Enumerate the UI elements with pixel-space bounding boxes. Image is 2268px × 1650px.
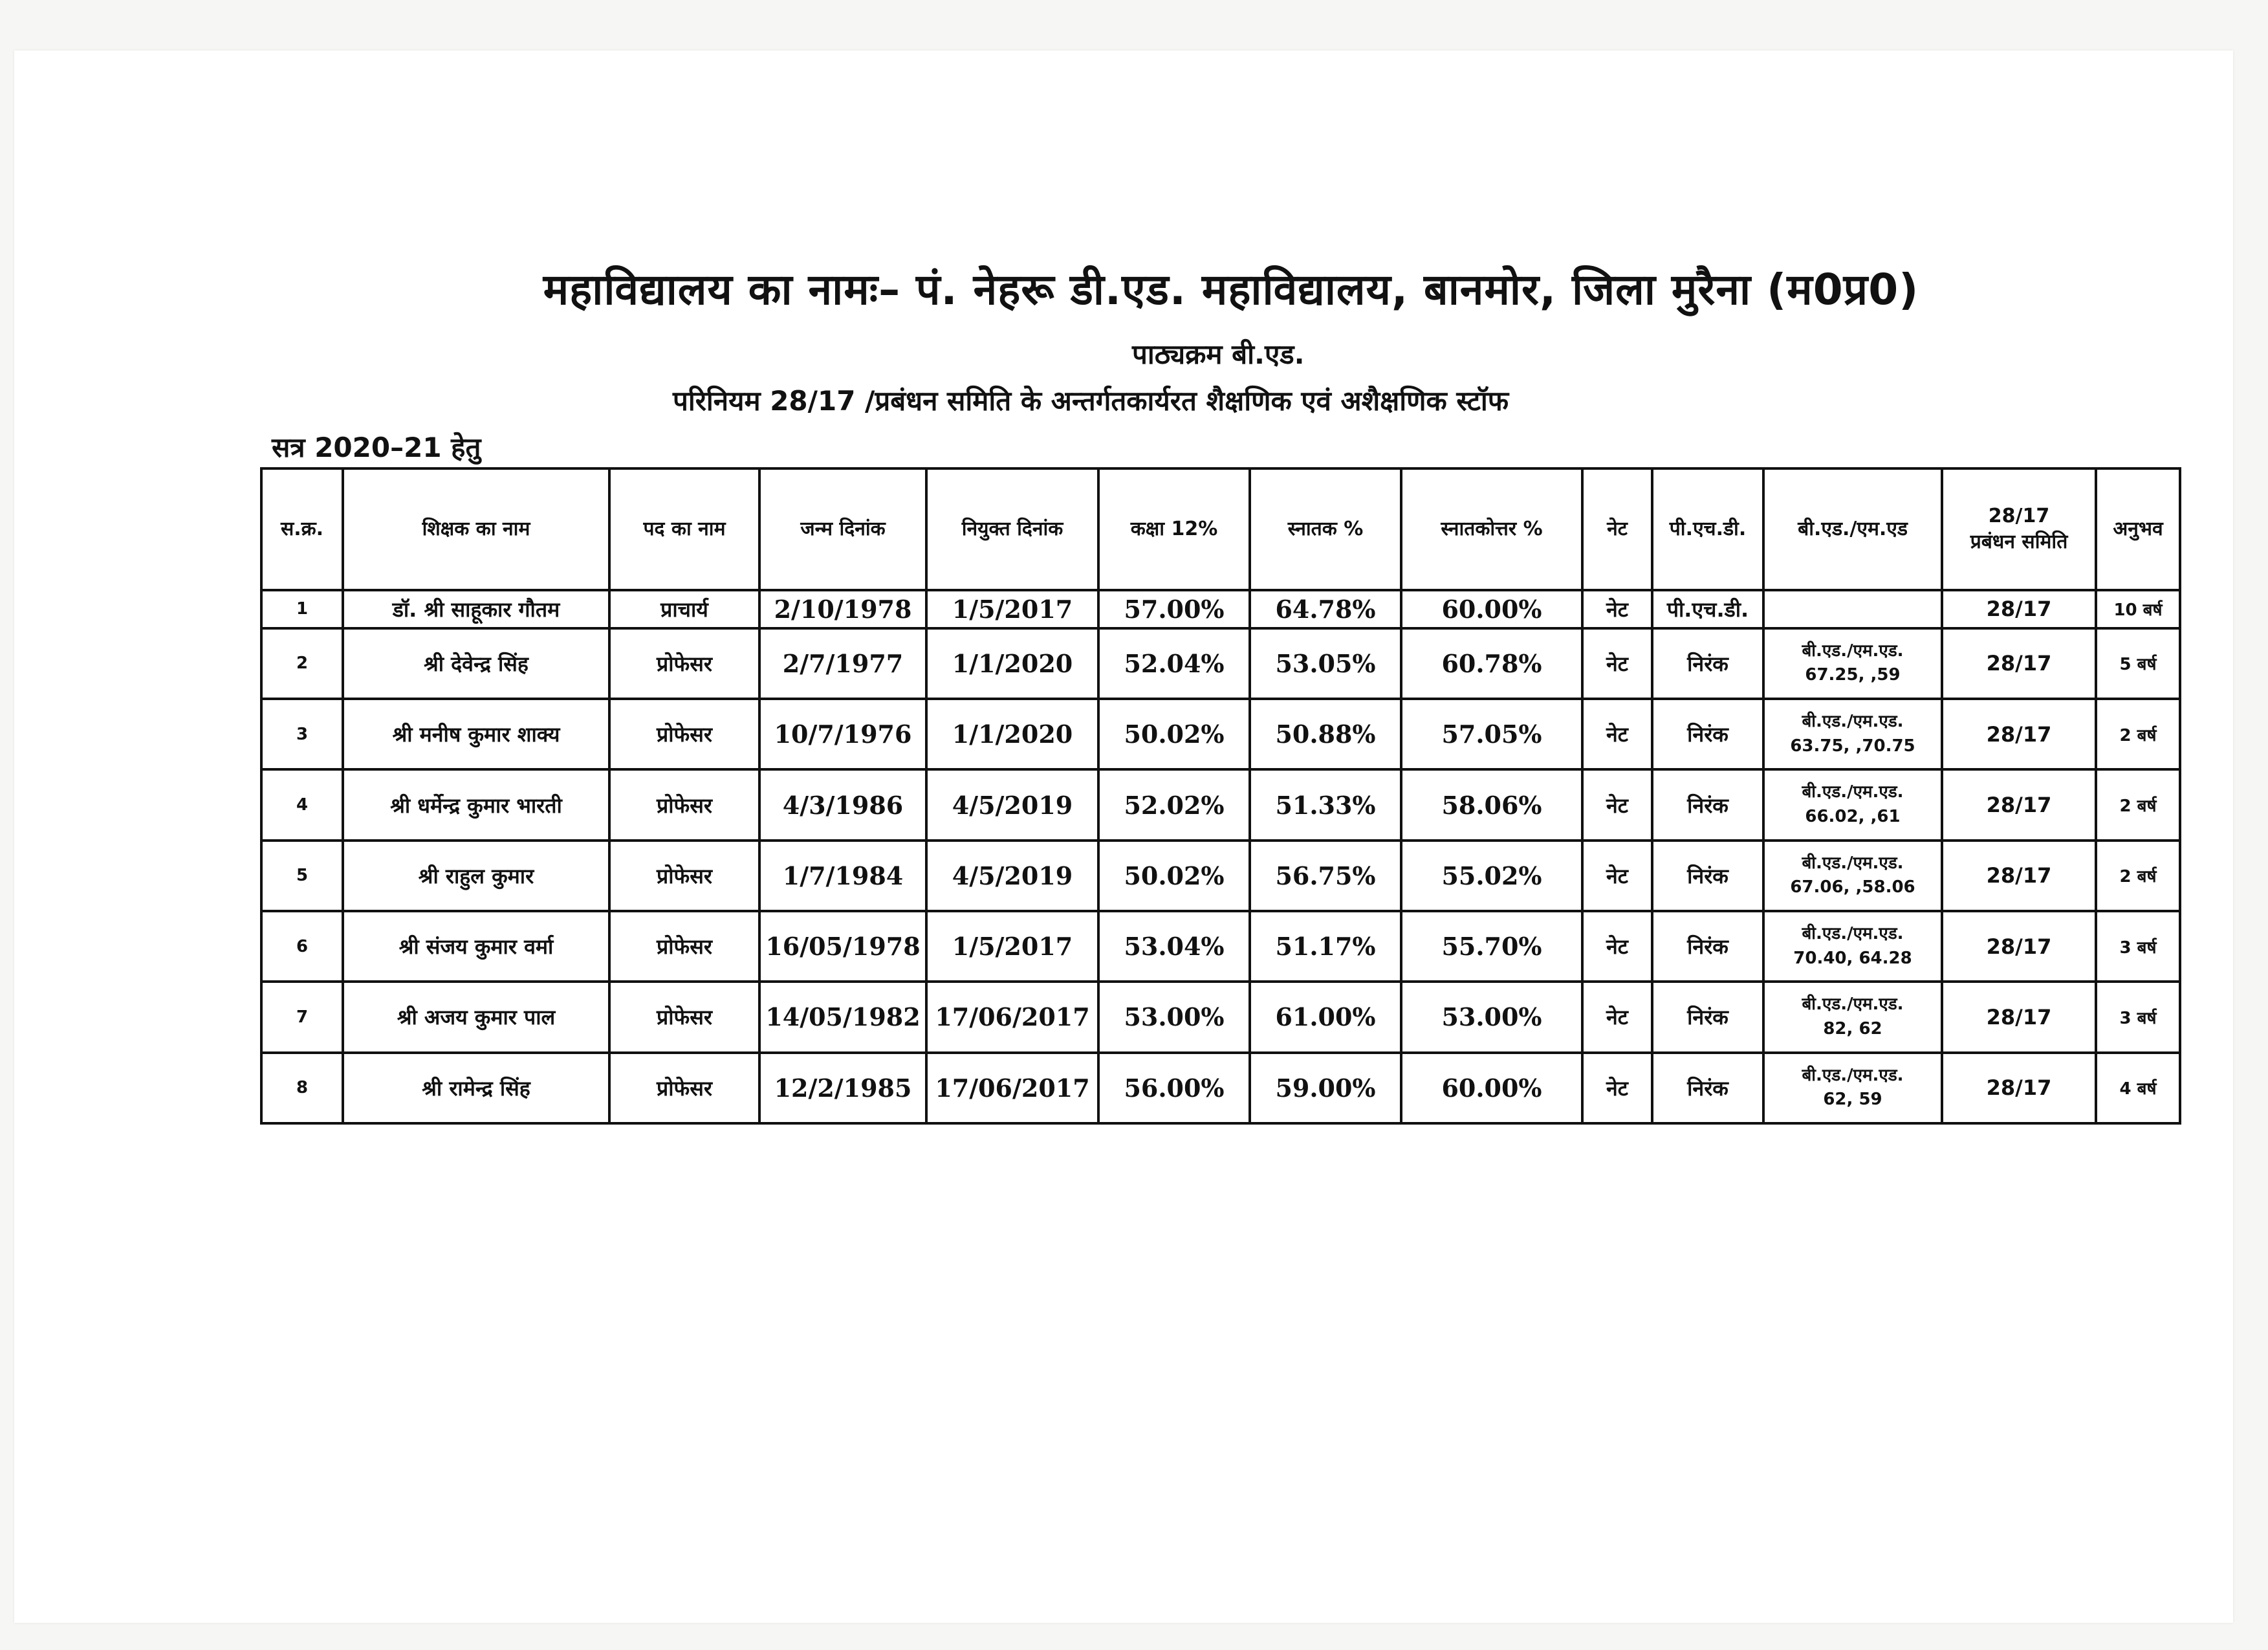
cell-grad: 53.05% [1250, 628, 1401, 699]
cell-exp: 4 बर्ष [2096, 1053, 2180, 1123]
cell-exp: 10 बर्ष [2096, 590, 2180, 628]
cell-post: प्रोफेसर [609, 769, 759, 840]
col-net: नेट [1582, 468, 1652, 590]
college-title: महाविद्यालय का नामः– पं. नेहरू डी.एड. महाविद्यालय, बानमोर, जिला मुरैना (म0प्र0) [543, 265, 1919, 314]
cell-dob: 12/2/1985 [759, 1053, 926, 1123]
col-committee: 28/17 प्रबंधन समिति [1942, 468, 2096, 590]
cell-sno: 4 [261, 769, 343, 840]
cell-committee: 28/17 [1942, 841, 2096, 911]
cell-phd: निरंक [1652, 841, 1763, 911]
cell-exp: 5 बर्ष [2096, 628, 2180, 699]
table-row [261, 590, 2180, 628]
cell-exp: 3 बर्ष [2096, 982, 2180, 1052]
cell-pg: 57.05% [1401, 699, 1582, 769]
col-pg: स्नातकोत्तर % [1401, 468, 1582, 590]
table-row [261, 628, 2180, 699]
cell-phd: निरंक [1652, 769, 1763, 840]
cell-phd: पी.एच.डी. [1652, 590, 1763, 628]
cell-doj: 17/06/2017 [926, 982, 1098, 1052]
cell-name: श्री देवेन्द्र सिंह [343, 628, 609, 699]
cell-post: प्रोफेसर [609, 982, 759, 1052]
col-name: शिक्षक का नाम [343, 468, 609, 590]
cell-class12: 53.00% [1098, 982, 1250, 1052]
cell-pg: 60.00% [1401, 1053, 1582, 1123]
cell-net: नेट [1582, 590, 1652, 628]
cell-pg: 60.78% [1401, 628, 1582, 699]
cell-grad: 51.33% [1250, 769, 1401, 840]
cell-exp: 2 बर्ष [2096, 699, 2180, 769]
cell-doj: 1/1/2020 [926, 699, 1098, 769]
col-sno: स.क्र. [261, 468, 343, 590]
cell-net: नेट [1582, 1053, 1652, 1123]
cell-grad: 51.17% [1250, 911, 1401, 982]
cell-phd: निरंक [1652, 911, 1763, 982]
table-row [261, 699, 2180, 769]
cell-committee: 28/17 [1942, 911, 2096, 982]
cell-class12: 56.00% [1098, 1053, 1250, 1123]
cell-dob: 16/05/1978 [759, 911, 926, 982]
cell-committee: 28/17 [1942, 590, 2096, 628]
cell-pg: 53.00% [1401, 982, 1582, 1052]
cell-bed [1763, 590, 1942, 628]
cell-sno: 7 [261, 982, 343, 1052]
cell-exp: 3 बर्ष [2096, 911, 2180, 982]
cell-pg: 55.02% [1401, 841, 1582, 911]
cell-name: श्री मनीष कुमार शाक्य [343, 699, 609, 769]
cell-class12: 50.02% [1098, 841, 1250, 911]
cell-bed: बी.एड./एम.एड. 82, 62 [1763, 982, 1942, 1052]
cell-phd: निरंक [1652, 699, 1763, 769]
col-grad: स्नातक % [1250, 468, 1401, 590]
cell-name: डॉ. श्री साहूकार गौतम [343, 590, 609, 628]
cell-bed: बी.एड./एम.एड. 70.40, 64.28 [1763, 911, 1942, 982]
table-row [261, 841, 2180, 911]
cell-grad: 64.78% [1250, 590, 1401, 628]
cell-doj: 4/5/2019 [926, 769, 1098, 840]
cell-name: श्री राहुल कुमार [343, 841, 609, 911]
cell-post: प्रोफेसर [609, 1053, 759, 1123]
cell-grad: 59.00% [1250, 1053, 1401, 1123]
cell-sno: 8 [261, 1053, 343, 1123]
session-line: सत्र 2020–21 हेतु [272, 432, 481, 463]
cell-dob: 2/10/1978 [759, 590, 926, 628]
cell-sno: 3 [261, 699, 343, 769]
table-row [261, 911, 2180, 982]
cell-committee: 28/17 [1942, 628, 2096, 699]
cell-exp: 2 बर्ष [2096, 769, 2180, 840]
table-row [261, 982, 2180, 1052]
cell-name: श्री रामेन्द्र सिंह [343, 1053, 609, 1123]
cell-bed: बी.एड./एम.एड. 63.75, ,70.75 [1763, 699, 1942, 769]
cell-bed: बी.एड./एम.एड. 67.06, ,58.06 [1763, 841, 1942, 911]
cell-grad: 56.75% [1250, 841, 1401, 911]
cell-class12: 52.04% [1098, 628, 1250, 699]
col-dob: जन्म दिनांक [759, 468, 926, 590]
cell-dob: 14/05/1982 [759, 982, 926, 1052]
cell-committee: 28/17 [1942, 769, 2096, 840]
cell-name: श्री संजय कुमार वर्मा [343, 911, 609, 982]
table-row [261, 1053, 2180, 1123]
staff-table [260, 467, 2181, 1125]
cell-sno: 6 [261, 911, 343, 982]
cell-sno: 5 [261, 841, 343, 911]
col-post: पद का नाम [609, 468, 759, 590]
cell-doj: 1/5/2017 [926, 590, 1098, 628]
col-phd: पी.एच.डी. [1652, 468, 1763, 590]
cell-exp: 2 बर्ष [2096, 841, 2180, 911]
cell-post: प्रोफेसर [609, 841, 759, 911]
cell-dob: 1/7/1984 [759, 841, 926, 911]
cell-net: नेट [1582, 841, 1652, 911]
statute-line: परिनियम 28/17 /प्रबंधन समिति के अन्तर्गतकार्यरत शैक्षणिक एवं अशैक्षणिक स्टॉफ [673, 385, 1509, 417]
cell-bed: बी.एड./एम.एड. 62, 59 [1763, 1053, 1942, 1123]
cell-pg: 55.70% [1401, 911, 1582, 982]
cell-pg: 58.06% [1401, 769, 1582, 840]
cell-post: प्राचार्य [609, 590, 759, 628]
cell-class12: 52.02% [1098, 769, 1250, 840]
cell-net: नेट [1582, 911, 1652, 982]
col-exp: अनुभव [2096, 468, 2180, 590]
cell-doj: 17/06/2017 [926, 1053, 1098, 1123]
cell-doj: 1/5/2017 [926, 911, 1098, 982]
cell-committee: 28/17 [1942, 1053, 2096, 1123]
col-bed: बी.एड./एम.एड [1763, 468, 1942, 590]
cell-net: नेट [1582, 628, 1652, 699]
cell-net: नेट [1582, 699, 1652, 769]
cell-grad: 61.00% [1250, 982, 1401, 1052]
cell-pg: 60.00% [1401, 590, 1582, 628]
cell-dob: 2/7/1977 [759, 628, 926, 699]
cell-post: प्रोफेसर [609, 699, 759, 769]
col-doj: नियुक्त दिनांक [926, 468, 1098, 590]
cell-net: नेट [1582, 982, 1652, 1052]
cell-doj: 1/1/2020 [926, 628, 1098, 699]
cell-dob: 4/3/1986 [759, 769, 926, 840]
col-class12: कक्षा 12% [1098, 468, 1250, 590]
cell-grad: 50.88% [1250, 699, 1401, 769]
cell-post: प्रोफेसर [609, 628, 759, 699]
cell-bed: बी.एड./एम.एड. 66.02, ,61 [1763, 769, 1942, 840]
cell-sno: 2 [261, 628, 343, 699]
cell-phd: निरंक [1652, 1053, 1763, 1123]
cell-name: श्री धर्मेन्द्र कुमार भारती [343, 769, 609, 840]
cell-committee: 28/17 [1942, 699, 2096, 769]
table-header-row [261, 468, 2180, 590]
cell-phd: निरंक [1652, 628, 1763, 699]
cell-class12: 50.02% [1098, 699, 1250, 769]
cell-class12: 57.00% [1098, 590, 1250, 628]
table-row [261, 769, 2180, 840]
cell-committee: 28/17 [1942, 982, 2096, 1052]
cell-name: श्री अजय कुमार पाल [343, 982, 609, 1052]
cell-dob: 10/7/1976 [759, 699, 926, 769]
course-line: पाठ्यक्रम बी.एड. [1132, 338, 1305, 370]
cell-phd: निरंक [1652, 982, 1763, 1052]
cell-sno: 1 [261, 590, 343, 628]
cell-bed: बी.एड./एम.एड. 67.25, ,59 [1763, 628, 1942, 699]
cell-net: नेट [1582, 769, 1652, 840]
cell-doj: 4/5/2019 [926, 841, 1098, 911]
cell-class12: 53.04% [1098, 911, 1250, 982]
cell-post: प्रोफेसर [609, 911, 759, 982]
